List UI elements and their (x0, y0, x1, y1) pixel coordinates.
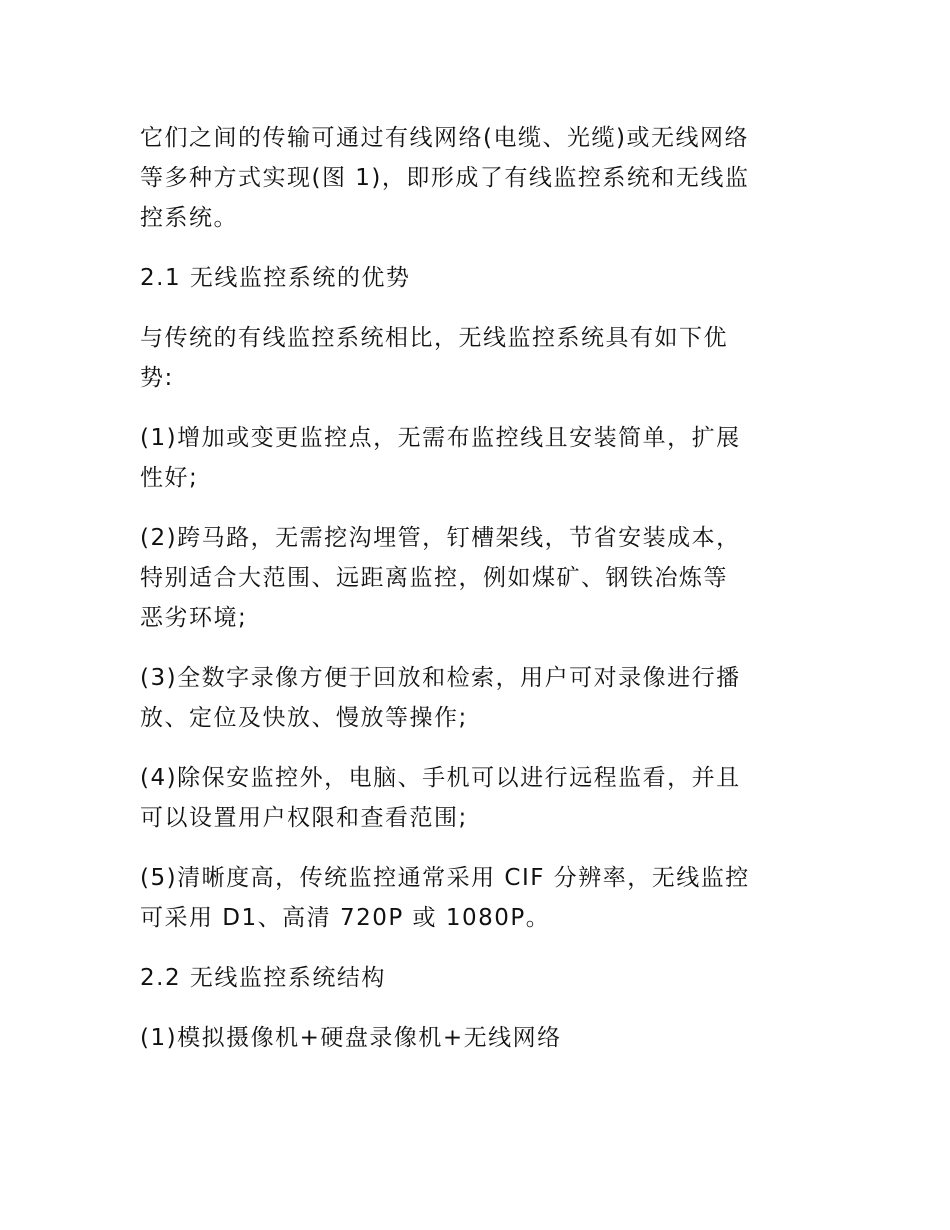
text-line: 它们之间的传输可通过有线网络(电缆、光缆)或无线网络 (140, 125, 749, 151)
paragraph-advantages-intro (140, 318, 820, 398)
text-line: 特别适合大范围、远距离监控，例如煤矿、钢铁冶炼等 (140, 565, 728, 591)
text-line: (1)模拟摄像机+硬盘录像机+无线网络 (140, 1025, 562, 1051)
text-line: 性好; (140, 465, 199, 491)
text-line: (2)跨马路，无需挖沟埋管，钉槽架线，节省安装成本， (140, 525, 741, 551)
list-item-advantage-1 (140, 418, 820, 498)
text-line: 放、定位及快放、慢放等操作; (140, 705, 468, 731)
text-line: 等多种方式实现(图 1)，即形成了有线监控系统和无线监 (140, 165, 750, 191)
list-item-advantage-2 (140, 518, 820, 638)
text-line: 与传统的有线监控系统相比，无线监控系统具有如下优 (140, 325, 728, 351)
text-line: 势: (140, 365, 174, 391)
text-line: 可以设置用户权限和查看范围; (140, 805, 468, 831)
text-line: (3)全数字录像方便于回放和检索，用户可对录像进行播 (140, 665, 741, 691)
text-line: 恶劣环境; (140, 605, 248, 631)
section-heading-2-1 (140, 258, 820, 298)
list-item-structure-1 (140, 1018, 820, 1058)
heading-text: 2.1 无线监控系统的优势 (140, 265, 411, 291)
list-item-advantage-4 (140, 758, 820, 838)
text-line: 可采用 D1、高清 720P 或 1080P。 (140, 905, 551, 931)
text-line: (5)清晰度高，传统监控通常采用 CIF 分辨率，无线监控 (140, 865, 750, 891)
list-item-advantage-5 (140, 858, 820, 938)
text-line: (4)除保安监控外，电脑、手机可以进行远程监看，并且 (140, 765, 741, 791)
list-item-advantage-3 (140, 658, 820, 738)
paragraph-transmission-intro (140, 118, 820, 238)
heading-text: 2.2 无线监控系统结构 (140, 965, 386, 991)
text-line: 控系统。 (140, 205, 238, 231)
text-line: (1)增加或变更监控点，无需布监控线且安装简单，扩展 (140, 425, 741, 451)
section-heading-2-2 (140, 958, 820, 998)
